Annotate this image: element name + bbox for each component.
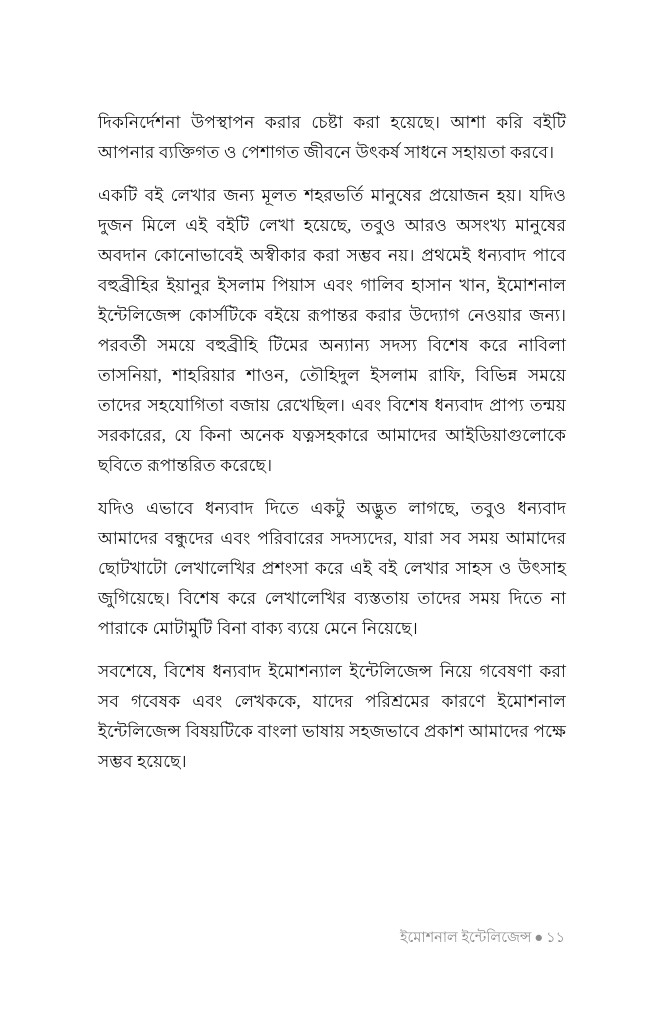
paragraph: দিকনির্দেশনা উপস্থাপন করার চেষ্টা করা হয়েছে। আশা করি বইটি আপনার ব্যক্তিগত ও পেশাগত জীবনে উৎকর্ষ সাধনে সহায়তা করবে। [98,113,566,162]
page-footer [98,928,565,948]
body-text-column [98,108,566,777]
footer-book-title: ইমোশনাল ইন্টেলিজেন্স [399,930,532,946]
paragraph: একটি বই লেখার জন্য মূলত শহরভর্তি মানুষের প্রয়োজন হয়। যদিও দুজন মিলে এই বইটি লেখা হয়েছে, তবুও আরও অসংখ্য মানুষের অবদান কোনোভাবেই অস্বীকার করা সম্ভব নয়। প্রথমেই ধন্যবাদ পাবে বহুব্রীহির ইয়ানুর ইসলাম পিয়াস এবং গালিব হাসান খান, ইমোশনাল ইন্টেলিজেন্স কোর্সটিকে বইয়ে রূপান্তর করার উদ্যোগ নেওয়ার জন্য। পরবর্তী সময়ে বহুব্রীহি টিমের অন্যান্য সদস্য বিশেষ করে নাবিলা তাসনিয়া, শাহরিয়ার শাওন, তৌহিদুল ইসলাম রাফি, বিভিন্ন সময়ে তাদের সহযোগিতা বজায় রেখেছিল। এবং বিশেষ ধন্যবাদ প্রাপ্য তন্ময় সরকারের, যে কিনা অনেক যত্নসহকারে আমাদের আইডিয়াগুলোকে ছবিতে রূপান্তরিত করেছে। [98,186,566,475]
page-number: ১১ [546,930,565,946]
paragraph: সবশেষে, বিশেষ ধন্যবাদ ইমোশন্যাল ইন্টেলিজেন্স নিয়ে গবেষণা করা সব গবেষক এবং লেখককে, যাদের পরিশ্রমের কারণে ইমোশনাল ইন্টেলিজেন্স বিষয়টিকে বাংলা ভাষায় সহজভাবে প্রকাশ আমাদের পক্ষে সম্ভব হয়েছে। [98,662,566,771]
footer-separator-dot-icon: ● [534,930,544,946]
paragraph: যদিও এভাবে ধন্যবাদ দিতে একটু অদ্ভুত লাগছে, তবুও ধন্যবাদ আমাদের বন্ধুদের এবং পরিবারের সদস্যদের, যারা সব সময় আমাদের ছোটখাটো লেখালেখির প্রশংসা করে এই বই লেখার সাহস ও উৎসাহ জুগিয়েছে। বিশেষ করে লেখালেখির ব্যস্ততায় তাদের সময় দিতে না পারাকে মোটামুটি বিনা বাক্য ব্যয়ে মেনে নিয়েছে। [98,499,566,638]
